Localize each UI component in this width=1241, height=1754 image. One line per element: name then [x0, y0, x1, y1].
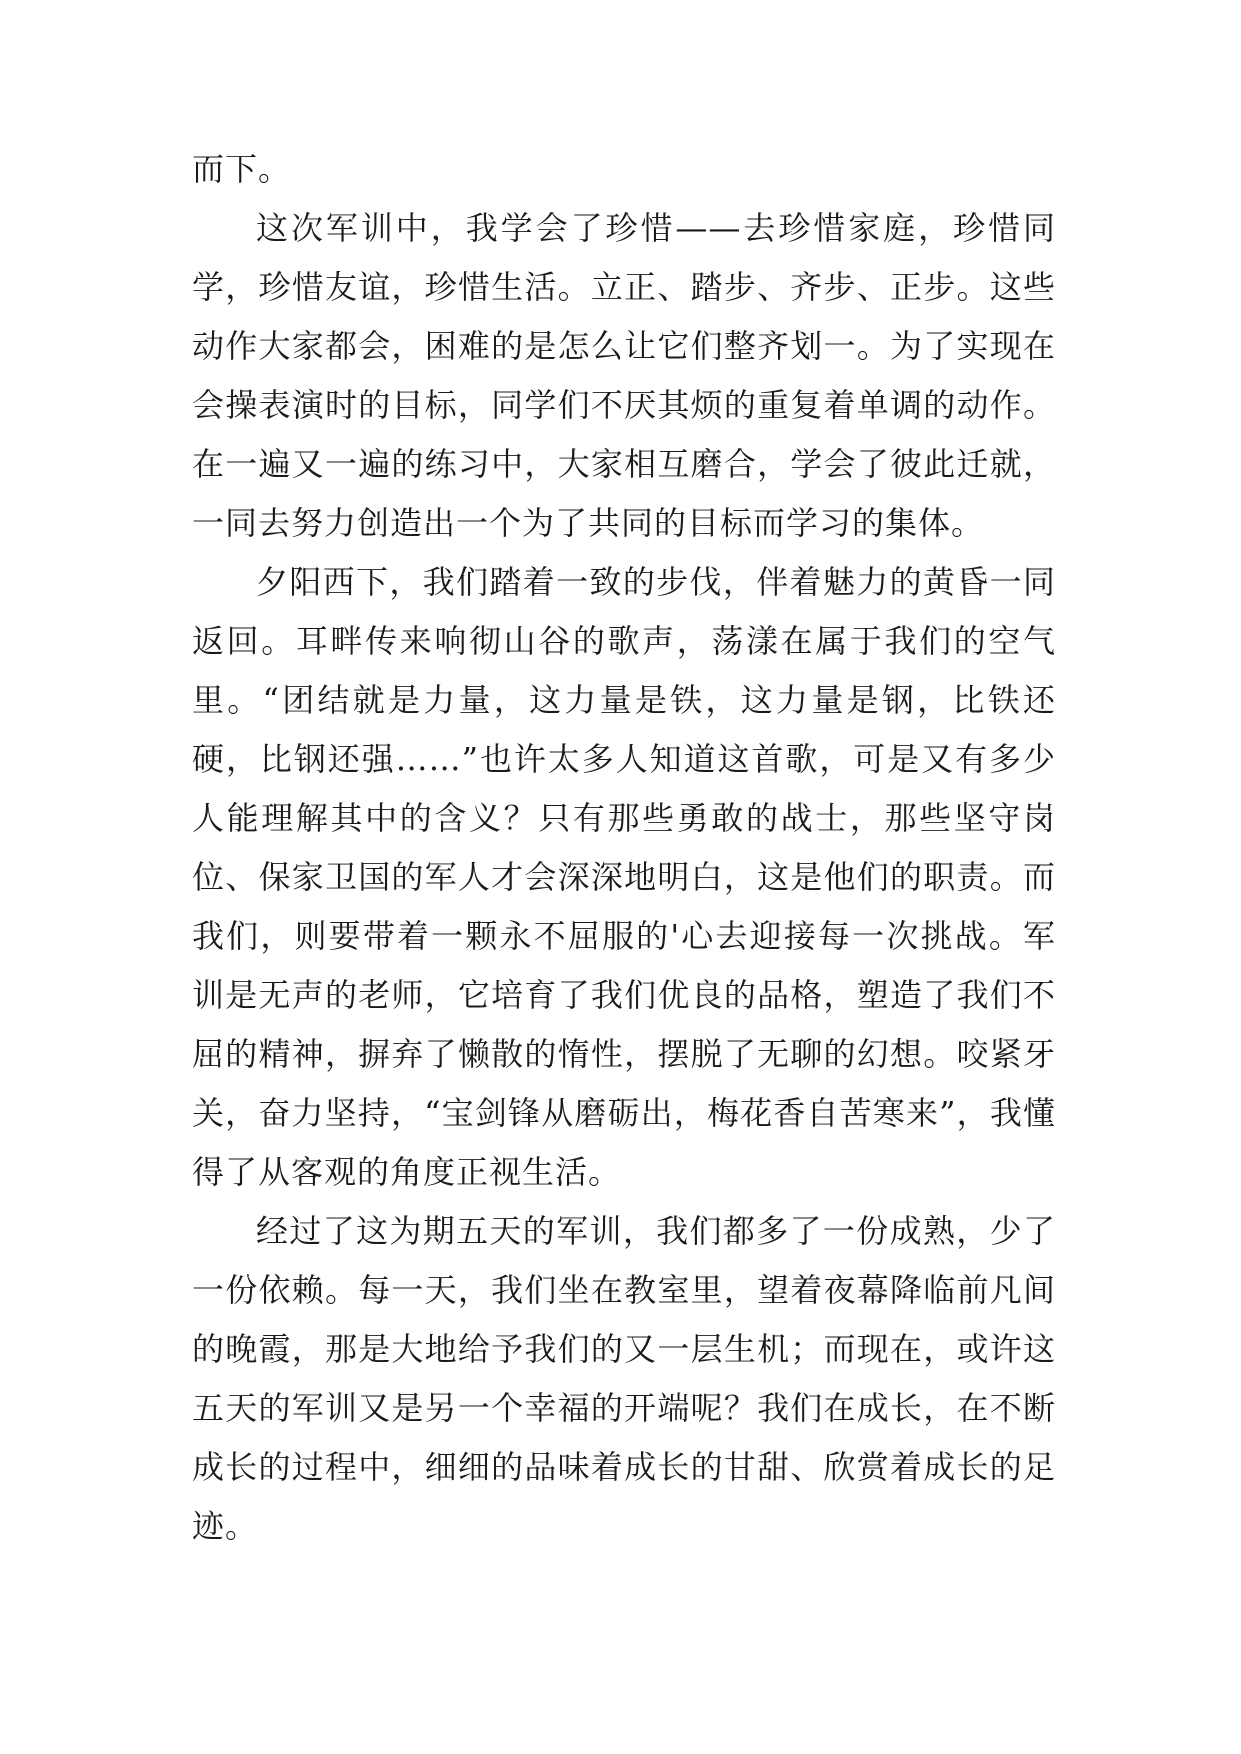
paragraph-2: 这次军训中，我学会了珍惜——去珍惜家庭，珍惜同学，珍惜友谊，珍惜生活。立正、踏步、齐步、正步。这些动作大家都会，困难的是怎么让它们整齐划一。为了实现在会操表演时的目标，同学们不厌其烦的重复着单调的动作。在一遍又一遍的练习中，大家相互磨合，学会了彼此迁就，一同去努力创造出一个为了共同的目标而学习的集体。 — [192, 209, 1056, 542]
paragraph-4: 经过了这为期五天的军训，我们都多了一份成熟，少了一份依赖。每一天，我们坐在教室里，望着夜幕降临前凡间的晚霞，那是大地给予我们的又一层生机；而现在，或许这五天的军训又是另一个幸福的开端呢？我们在成长，在不断成长的过程中，细细的品味着成长的甘甜、欣赏着成长的足迹。 — [192, 1212, 1056, 1545]
paragraph-3: 夕阳西下，我们踏着一致的步伐，伴着魅力的黄昏一同返回。耳畔传来响彻山谷的歌声，荡漾在属于我们的空气里。“团结就是力量，这力量是铁，这力量是钢，比铁还硬，比钢还强……”也许太多人知道这首歌，可是又有多少人能理解其中的含义？只有那些勇敢的战士，那些坚守岗位、保家卫国的军人才会深深地明白，这是他们的职责。而我们，则要带着一颗永不屈服的'心去迎接每一次挑战。军训是无声的老师，它培育了我们优良的品格，塑造了我们不屈的精神，摒弃了懒散的惰性，摆脱了无聊的幻想。咬紧牙关，奋力坚持，“宝剑锋从磨砺出，梅花香自苦寒来”，我懂得了从客观的角度正视生活。 — [192, 563, 1056, 1191]
document-page — [192, 140, 1056, 1556]
paragraph-1: 而下。 — [192, 150, 292, 188]
